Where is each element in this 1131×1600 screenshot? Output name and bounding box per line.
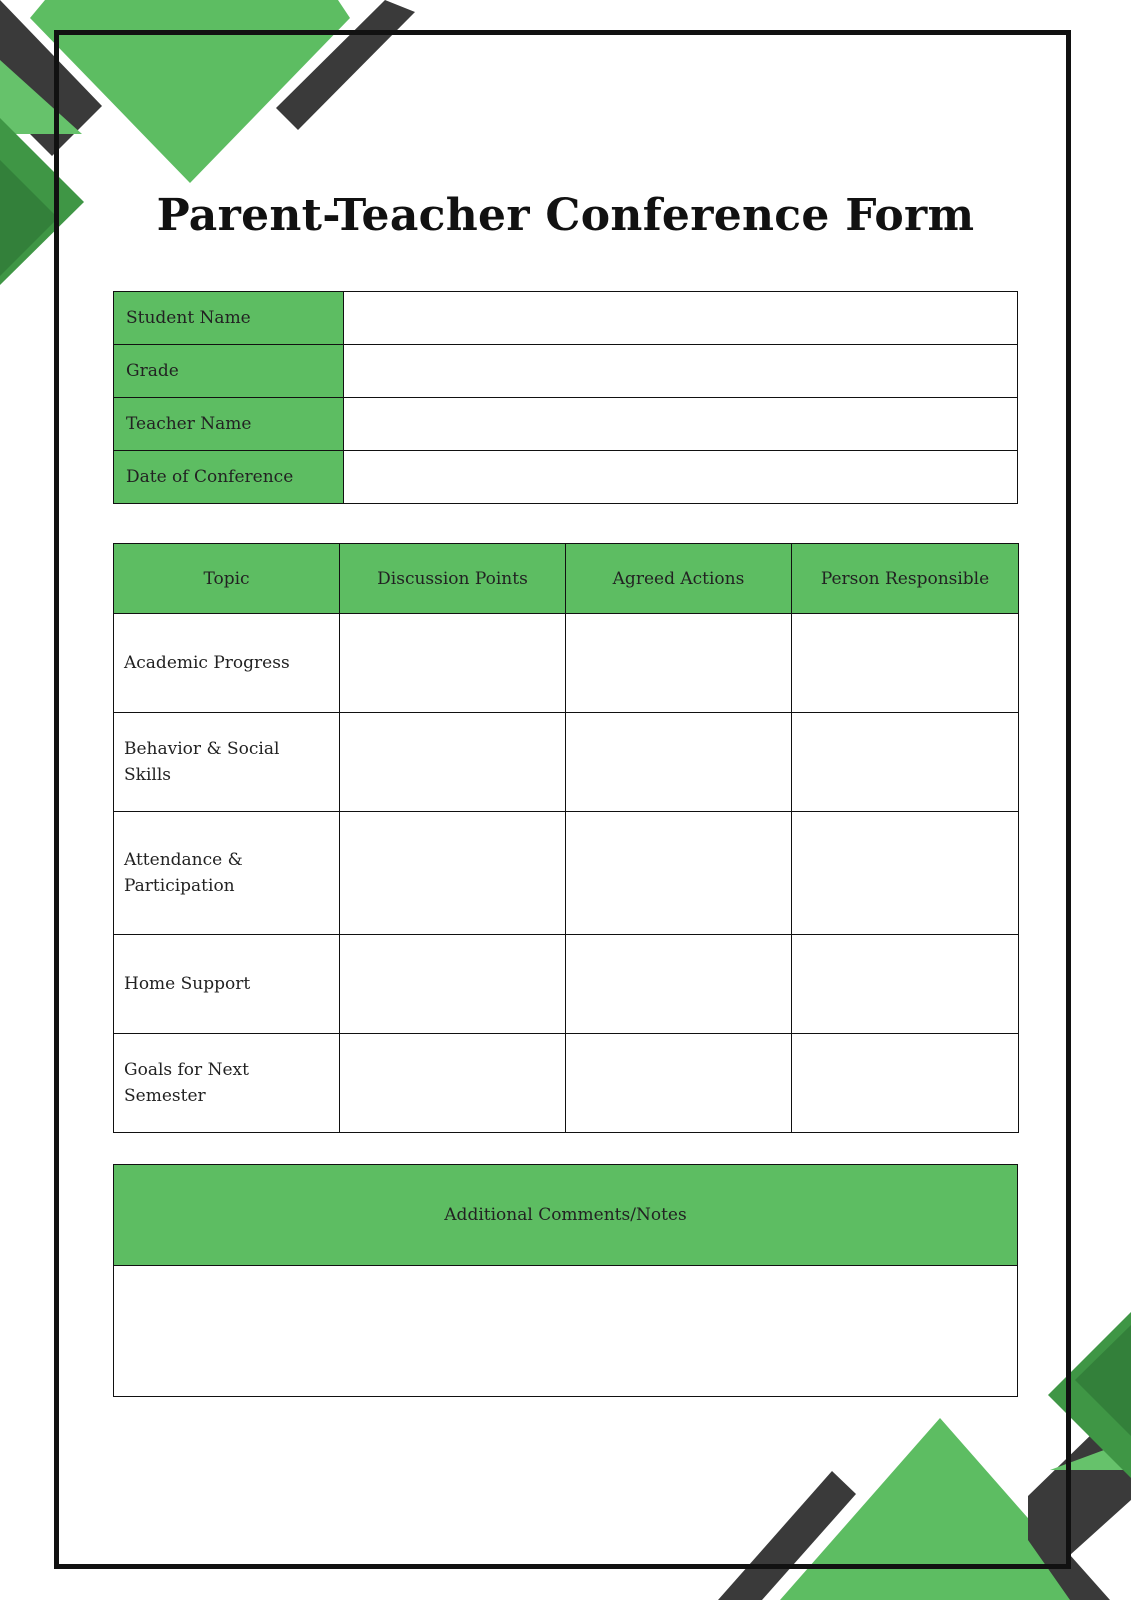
table-row: [114, 812, 1019, 935]
table-header-row: [114, 544, 1019, 614]
info-row-student-name: [114, 292, 1018, 345]
info-row-date: [114, 451, 1018, 504]
table-row: [114, 935, 1019, 1034]
table-row: [114, 614, 1019, 713]
grade-label: Grade: [114, 345, 344, 398]
header-person-responsible: Person Responsible: [792, 544, 1019, 614]
discussion-points-cell[interactable]: [340, 1034, 566, 1133]
topic-cell: Home Support: [114, 935, 340, 1034]
topic-cell: Attendance & Participation: [114, 812, 340, 935]
notes-field[interactable]: [114, 1266, 1018, 1397]
person-responsible-cell[interactable]: [792, 614, 1019, 713]
agreed-actions-cell[interactable]: [566, 713, 792, 812]
header-topic: Topic: [114, 544, 340, 614]
person-responsible-cell[interactable]: [792, 713, 1019, 812]
header-discussion-points: Discussion Points: [340, 544, 566, 614]
teacher-name-field[interactable]: [344, 398, 1018, 451]
person-responsible-cell[interactable]: [792, 935, 1019, 1034]
topic-cell: Goals for Next Semester: [114, 1034, 340, 1133]
discussion-points-cell[interactable]: [340, 713, 566, 812]
teacher-name-label: Teacher Name: [114, 398, 344, 451]
notes-table: [113, 1164, 1018, 1397]
table-row: [114, 713, 1019, 812]
agreed-actions-cell[interactable]: [566, 812, 792, 935]
notes-body-row: [114, 1266, 1018, 1397]
student-name-label: Student Name: [114, 292, 344, 345]
date-of-conference-field[interactable]: [344, 451, 1018, 504]
person-responsible-cell[interactable]: [792, 812, 1019, 935]
topic-cell: Behavior & Social Skills: [114, 713, 340, 812]
notes-header-row: [114, 1165, 1018, 1266]
student-info-table: [113, 291, 1018, 504]
table-row: [114, 1034, 1019, 1133]
conference-topics-table: [113, 543, 1019, 1133]
grade-field[interactable]: [344, 345, 1018, 398]
agreed-actions-cell[interactable]: [566, 1034, 792, 1133]
info-row-teacher-name: [114, 398, 1018, 451]
discussion-points-cell[interactable]: [340, 935, 566, 1034]
form-title: Parent-Teacher Conference Form: [156, 190, 975, 241]
agreed-actions-cell[interactable]: [566, 614, 792, 713]
topic-cell: Academic Progress: [114, 614, 340, 713]
discussion-points-cell[interactable]: [340, 812, 566, 935]
notes-header: Additional Comments/Notes: [114, 1165, 1018, 1266]
info-row-grade: [114, 345, 1018, 398]
header-agreed-actions: Agreed Actions: [566, 544, 792, 614]
date-of-conference-label: Date of Conference: [114, 451, 344, 504]
agreed-actions-cell[interactable]: [566, 935, 792, 1034]
discussion-points-cell[interactable]: [340, 614, 566, 713]
person-responsible-cell[interactable]: [792, 1034, 1019, 1133]
student-name-field[interactable]: [344, 292, 1018, 345]
